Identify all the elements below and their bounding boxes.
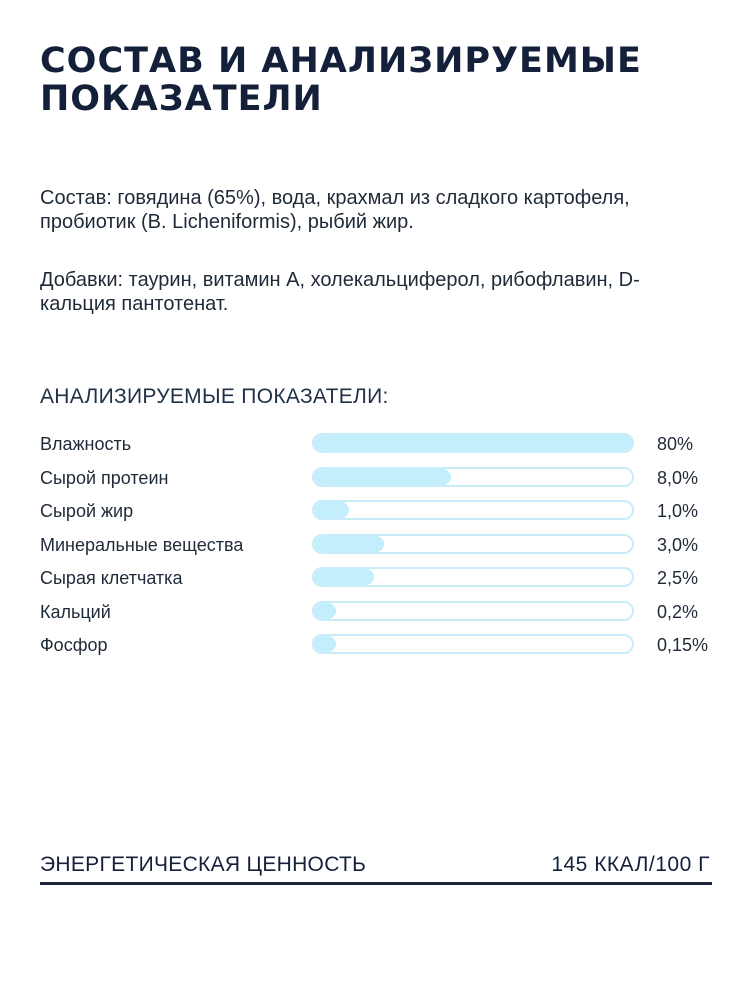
indicator-label: Сырой протеин [40, 467, 169, 488]
indicator-bar-fill [314, 536, 384, 552]
indicator-label: Сырой жир [40, 501, 134, 521]
indicator-row [40, 498, 730, 532]
indicator-row [40, 431, 730, 465]
indicator-value: 1,0% [657, 501, 699, 521]
indicator-label: Фосфор [40, 635, 108, 655]
indicator-value: 80% [657, 434, 694, 454]
energy-label: ЭНЕРГЕТИЧЕСКАЯ ЦЕННОСТЬ [40, 853, 367, 876]
indicator-value: 8,0% [657, 467, 699, 488]
indicator-bar-fill [314, 569, 374, 585]
indicator-bar [312, 567, 634, 587]
page-title: СОСТАВ И АНАЛИЗИРУЕМЫЕ ПОКАЗАТЕЛИ [40, 41, 642, 119]
additives-text: Добавки: таурин, витамин А, холекальциферол, рибофлавин, D-кальция пантотенат. [40, 269, 640, 315]
indicator-bar [312, 433, 634, 453]
indicators-list [40, 431, 730, 666]
indicator-bar [312, 601, 634, 621]
indicator-bar-fill [314, 502, 349, 518]
energy-value-row [40, 852, 712, 885]
indicator-row [40, 632, 730, 666]
indicator-bar [312, 467, 634, 487]
indicator-bar [312, 534, 634, 554]
indicator-value: 3,0% [657, 534, 699, 555]
energy-value: 145 ККАЛ/100 Г [551, 853, 710, 876]
indicator-value: 0,2% [657, 601, 699, 622]
indicator-value: 0,15% [657, 635, 709, 655]
indicator-bar-fill [314, 435, 632, 451]
indicator-label: Кальций [40, 601, 111, 622]
indicator-label: Сырая клетчатка [40, 568, 183, 588]
indicator-bar [312, 634, 634, 654]
analysis-heading: АНАЛИЗИРУЕМЫЕ ПОКАЗАТЕЛИ: [40, 385, 389, 408]
indicator-bar [312, 500, 634, 520]
indicator-value: 2,5% [657, 568, 699, 588]
indicator-label: Влажность [40, 434, 132, 454]
indicator-row [40, 565, 730, 599]
indicator-row [40, 465, 730, 499]
indicator-bar-fill [314, 469, 451, 485]
indicator-bar-fill [314, 636, 336, 652]
indicator-row [40, 599, 730, 633]
composition-text: Состав: говядина (65%), вода, крахмал из сладкого картофеля, пробиотик (B. Licheniformis), рыбий жир. [40, 187, 630, 233]
indicator-row [40, 532, 730, 566]
indicator-label: Минеральные вещества [40, 534, 244, 555]
indicator-bar-fill [314, 603, 336, 619]
